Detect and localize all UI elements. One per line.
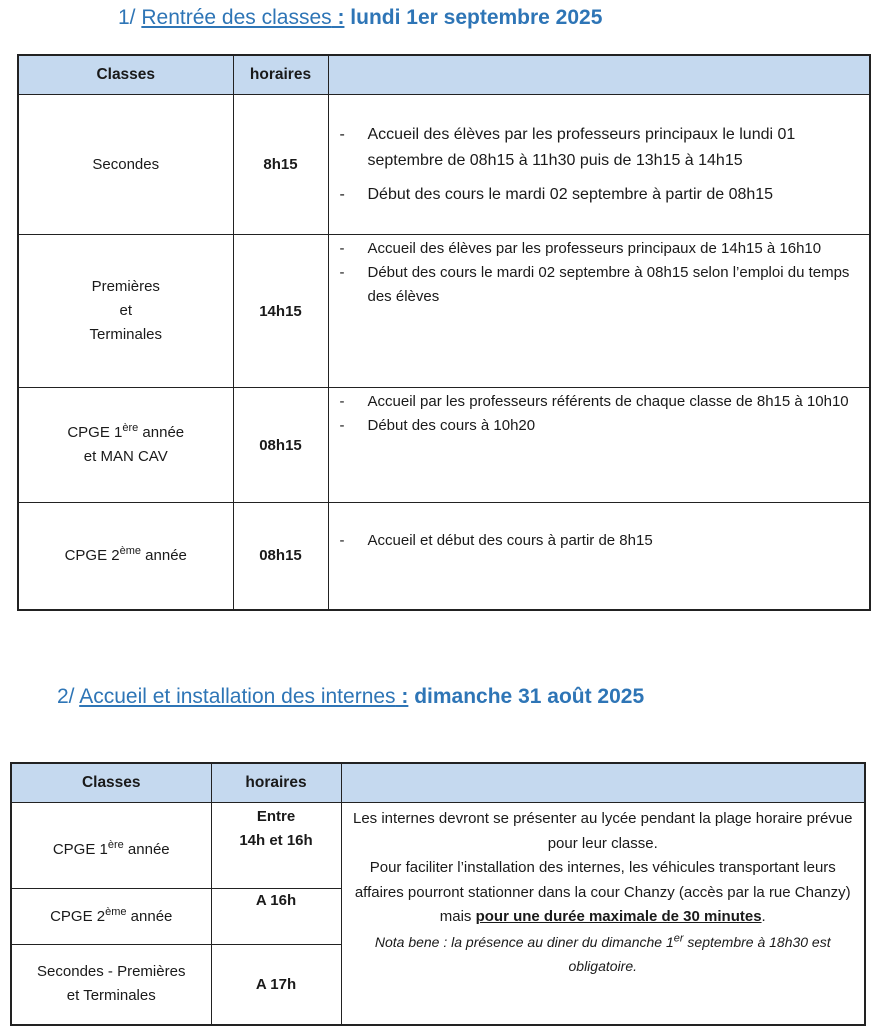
heading-number: 1/: [118, 6, 142, 29]
table-row: [18, 503, 870, 610]
table-header-row: [11, 763, 865, 803]
horaire-line: 14h et 16h: [239, 832, 313, 849]
classe-line: et MAN CAV: [83, 448, 168, 465]
classe-cell: [18, 388, 233, 503]
list-item: - Accueil des élèves par les professeurs principaux de 14h15 à 16h10: [368, 237, 857, 261]
header-classes: Classes: [11, 763, 211, 803]
classe-line: Secondes - Premières: [37, 963, 186, 981]
header-details: [341, 763, 865, 803]
table-row: [11, 803, 865, 889]
classe-line: Premières: [91, 278, 160, 295]
table-row: [18, 95, 870, 235]
list-item: - Accueil et début des cours à partir de 8h15: [368, 529, 857, 553]
classe-line: Terminales: [89, 326, 163, 343]
classe-label: Secondes: [92, 155, 160, 173]
classe-line: et: [119, 302, 132, 319]
classe-line: CPGE 2ème année: [50, 905, 173, 925]
classe-line: CPGE 1ère année: [52, 839, 170, 858]
heading-link[interactable]: Rentrée des classes: [141, 6, 332, 29]
classe-line: et Terminales: [66, 987, 156, 1005]
info-text: Les internes devront se présenter au lycée pendant la plage horaire prévue pour leur classe.: [353, 810, 853, 852]
header-classes: Classes: [18, 55, 233, 95]
internes-table: [10, 762, 866, 1026]
classe-cell: [11, 803, 211, 889]
details-cell: [328, 95, 870, 235]
list-item: - Accueil par les professeurs référents de chaque classe de 8h15 à 10h10: [368, 390, 857, 414]
heading-link[interactable]: Accueil et installation des internes: [79, 685, 396, 708]
horaire-cell: A 17h: [211, 945, 341, 1025]
details-cell: [328, 503, 870, 610]
heading-date: dimanche 31 août 2025: [408, 685, 645, 708]
table-row: [18, 388, 870, 503]
table-header-row: [18, 55, 870, 95]
horaire-cell: [211, 803, 341, 889]
classe-line: CPGE 2ème année: [64, 544, 187, 564]
horaire-cell: 8h15: [233, 95, 328, 235]
header-details: [328, 55, 870, 95]
section1-heading: [118, 6, 602, 30]
heading-colon: :: [331, 6, 345, 29]
list-item: - Début des cours à 10h20: [368, 414, 857, 438]
header-horaires: horaires: [233, 55, 328, 95]
section2-heading: [57, 685, 644, 709]
classe-cell: [18, 503, 233, 610]
table-row: [18, 235, 870, 388]
horaire-cell: A 16h: [211, 889, 341, 945]
heading-colon: :: [395, 685, 409, 708]
classe-line: CPGE 1ère année: [67, 422, 185, 441]
details-cell: [328, 235, 870, 388]
classe-cell: [18, 95, 233, 235]
horaire-cell: 14h15: [233, 235, 328, 388]
info-emphasis: pour une durée maximale de 30 minutes: [475, 908, 762, 925]
horaire-cell: 08h15: [233, 503, 328, 610]
list-item: - Début des cours le mardi 02 septembre à partir de 08h15: [368, 182, 857, 208]
heading-date: lundi 1er septembre 2025: [344, 6, 603, 29]
nota-bene: Nota bene : la présence au diner du dimanche 1er septembre à 18h30 est obligatoire.: [374, 931, 831, 974]
header-horaires: horaires: [211, 763, 341, 803]
info-cell: [341, 803, 865, 1025]
heading-number: 2/: [57, 685, 80, 708]
list-item: - Accueil des élèves par les professeurs principaux le lundi 01 septembre de 08h15 à 11h30 puis de 13h15 à 14h15: [368, 122, 857, 174]
info-text: Pour faciliter l’installation des internes, les véhicules transportant leurs affaires pourront stationner dans la cour Chanzy (accès par la rue Chanzy) mais pour une durée maximale de 30 minutes.: [354, 859, 851, 925]
list-item: - Début des cours le mardi 02 septembre à 08h15 selon l’emploi du temps des élèves: [368, 261, 857, 309]
classe-cell: [11, 889, 211, 945]
horaire-cell: 08h15: [233, 388, 328, 503]
rentree-table: [17, 54, 871, 611]
classe-cell: [18, 235, 233, 388]
classe-cell: [11, 945, 211, 1025]
horaire-line: Entre: [256, 808, 296, 825]
details-cell: [328, 388, 870, 503]
